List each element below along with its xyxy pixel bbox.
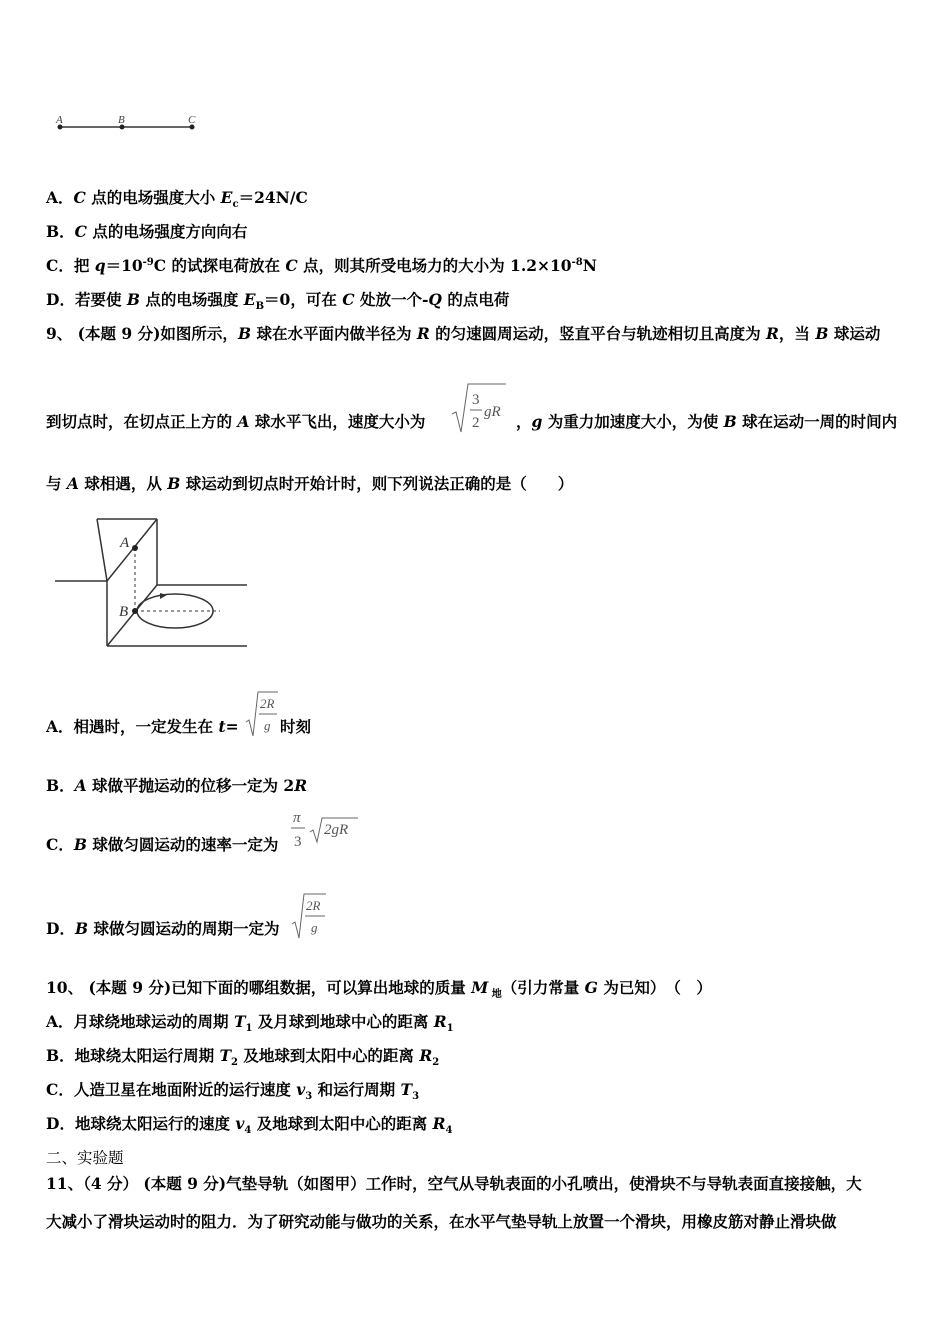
points-line-figure xyxy=(50,108,210,138)
q11-stem-line2: 大减小了滑块运动时的阻力．为了研究动能与做功的关系，在水平气垫导轨上放置一个滑块，用橡皮筋对静止滑块做 xyxy=(46,1212,837,1231)
option-d-denominator: g xyxy=(311,920,318,935)
q11-stem-line1: 11、（4 分） (本题 9 分)气垫导轨（如图甲）工作时，空气从导轨表面的小孔喷出，使滑块不与导轨表面直接接触，大 xyxy=(46,1174,862,1193)
q9-stem-line1: 9、 (本题 9 分)如图所示，B 球在水平面内做半径为 R 的匀速圆周运动，竖直平台与轨迹相切且高度为 R，当 B 球运动 xyxy=(46,324,881,343)
label-a: A xyxy=(56,114,63,126)
q8-option-b[interactable]: B．C 点的电场强度方向向右 xyxy=(46,222,248,241)
q9-option-d[interactable]: D．B 球做匀圆运动的周期一定为 xyxy=(46,919,280,938)
speed-denominator: 2 xyxy=(472,415,480,431)
ball-a-label: A xyxy=(120,535,130,551)
option-a-numerator: 2R xyxy=(260,696,275,711)
section-heading: 二、实验题 xyxy=(46,1149,124,1167)
q9-stem-line2b: ，g 为重力加速度大小，为使 B 球在运动一周的时间内 xyxy=(516,412,898,431)
q9-stem-line2: 到切点时，在切点正上方的 A 球水平飞出，速度大小为 xyxy=(46,412,426,431)
option-a-sqrt-formula xyxy=(244,690,280,740)
label-b: B xyxy=(118,114,125,126)
q9-option-c[interactable]: C．B 球做匀圆运动的速率一定为 xyxy=(46,835,279,854)
q9-stem-line3: 与 A 球相遇，从 B 球运动到切点时开始计时，则下列说法正确的是（ ） xyxy=(46,474,574,493)
q8-option-d[interactable]: D．若要使 B 点的电场强度 $E_B=0$，可在 C 处放一个-Q 的点电荷 xyxy=(46,290,510,313)
label-c: C xyxy=(188,114,196,126)
option-c-formula xyxy=(290,806,362,856)
option-c-three: 3 xyxy=(294,834,302,850)
option-c-root: 2gR xyxy=(324,822,349,838)
ball-a xyxy=(132,545,138,551)
q10-option-b[interactable]: B．地球绕太阳运行周期 $T_2$ 及地球到太阳中心的距离 $R_2$ xyxy=(46,1046,440,1069)
q8-option-c[interactable]: C．把 $q=10^{-9}C$ 的试探电荷放在 C 点，则其所受电场力的大小为 $1.2\times 10^{-8}N$ xyxy=(46,256,597,275)
speed-sqrt-formula xyxy=(450,380,512,440)
q10-option-d[interactable]: D．地球绕太阳运行的速度 $v_4$ 及地球到太阳中心的距离 $R_4$ xyxy=(46,1114,453,1137)
q8-option-a[interactable]: A．C 点的电场强度大小 $E_c=24N/C$ xyxy=(46,188,308,211)
q9-option-b[interactable]: B．A 球做平抛运动的位移一定为 2R xyxy=(46,776,308,795)
q10-option-c[interactable]: C．人造卫星在地面附近的运行速度 $v_3$ 和运行周期 $T_3$ xyxy=(46,1080,420,1103)
option-c-pi: π xyxy=(293,810,301,826)
option-d-numerator: 2R xyxy=(306,898,321,913)
q9-option-a[interactable]: A．相遇时，一定发生在 t= 时刻 xyxy=(46,717,312,736)
ball-b-label: B xyxy=(119,604,129,620)
q10-stem: 10、 (本题 9 分)已知下面的哪组数据，可以算出地球的质量 M $_地$（引力常量 G 为已知） （ ） xyxy=(46,978,712,1001)
q10-option-a[interactable]: A．月球绕地球运动的周期 $T_1$ 及月球到地球中心的距离 $R_1$ xyxy=(46,1012,454,1035)
platform-circle-figure xyxy=(55,515,255,655)
ball-b xyxy=(132,608,138,614)
speed-gr: gR xyxy=(484,404,501,420)
option-a-denominator: g xyxy=(264,718,271,733)
speed-numerator: 3 xyxy=(472,392,480,408)
option-d-sqrt-formula xyxy=(290,892,330,942)
